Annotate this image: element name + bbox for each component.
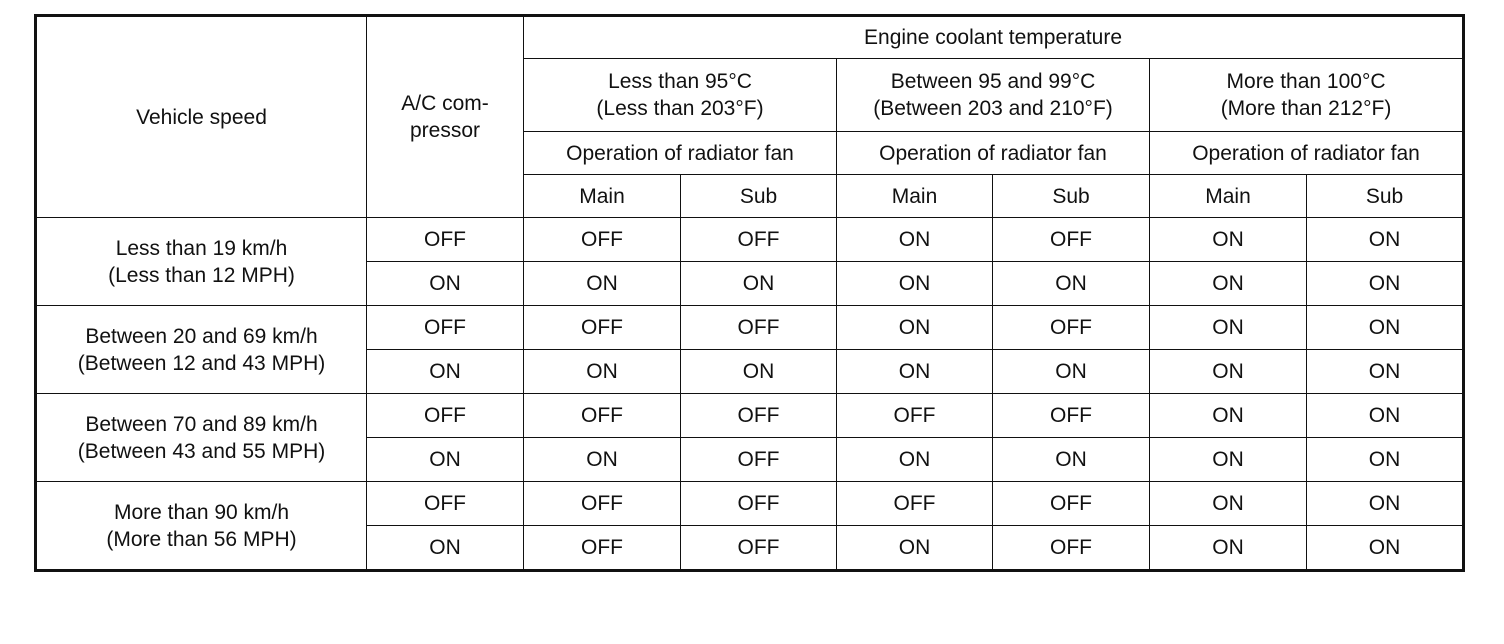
sub-fan-header-low: Sub <box>681 175 837 218</box>
engine-coolant-temperature-header: Engine coolant temperature <box>524 16 1464 59</box>
radiator-fan-operation-table <box>34 14 1465 572</box>
temp-range-high-celsius: More than 100°C <box>1226 70 1386 93</box>
operation-header-low: Operation of radiator fan <box>524 132 837 175</box>
operation-header-mid: Operation of radiator fan <box>837 132 1150 175</box>
main-fan-mid-state: ON <box>837 262 993 306</box>
main-fan-low-state: OFF <box>524 526 681 571</box>
sub-fan-header-mid: Sub <box>993 175 1150 218</box>
table-row <box>36 482 1464 526</box>
ac-compressor-state: OFF <box>367 482 524 526</box>
vehicle-speed-mph: (More than 56 MPH) <box>106 527 297 551</box>
main-fan-mid-state: ON <box>837 218 993 262</box>
temp-range-high-fahrenheit: (More than 212°F) <box>1220 97 1392 120</box>
main-fan-low-state: OFF <box>524 218 681 262</box>
vehicle-speed-mph: (Between 43 and 55 MPH) <box>77 439 326 463</box>
ac-compressor-header-line1: A/C com- <box>401 92 489 115</box>
ac-compressor-state: ON <box>367 262 524 306</box>
temp-range-mid-fahrenheit: (Between 203 and 210°F) <box>873 97 1113 120</box>
temp-range-header-low <box>524 59 837 132</box>
vehicle-speed-cell <box>36 306 367 394</box>
sub-fan-mid-state: OFF <box>993 482 1150 526</box>
temp-range-header-mid <box>837 59 1150 132</box>
main-fan-high-state: ON <box>1150 262 1307 306</box>
main-fan-mid-state: ON <box>837 526 993 571</box>
temp-range-low-fahrenheit: (Less than 203°F) <box>596 97 764 120</box>
main-fan-low-state: ON <box>524 438 681 482</box>
main-fan-high-state: ON <box>1150 526 1307 571</box>
sub-fan-mid-state: ON <box>993 350 1150 394</box>
main-fan-high-state: ON <box>1150 306 1307 350</box>
table-row <box>36 306 1464 350</box>
vehicle-speed-cell <box>36 218 367 306</box>
main-fan-high-state: ON <box>1150 482 1307 526</box>
sub-fan-low-state: OFF <box>681 394 837 438</box>
main-fan-header-high: Main <box>1150 175 1307 218</box>
sub-fan-low-state: OFF <box>681 438 837 482</box>
sub-fan-high-state: ON <box>1307 526 1464 571</box>
sub-fan-high-state: ON <box>1307 482 1464 526</box>
sub-fan-high-state: ON <box>1307 394 1464 438</box>
sub-fan-header-high: Sub <box>1307 175 1464 218</box>
main-fan-low-state: OFF <box>524 394 681 438</box>
main-fan-high-state: ON <box>1150 218 1307 262</box>
main-fan-mid-state: OFF <box>837 482 993 526</box>
main-fan-mid-state: ON <box>837 438 993 482</box>
vehicle-speed-cell <box>36 394 367 482</box>
ac-compressor-state: OFF <box>367 306 524 350</box>
main-fan-high-state: ON <box>1150 394 1307 438</box>
main-fan-mid-state: ON <box>837 350 993 394</box>
sub-fan-low-state: ON <box>681 262 837 306</box>
vehicle-speed-kmh: Less than 19 km/h <box>115 236 288 260</box>
ac-compressor-state: ON <box>367 526 524 571</box>
sub-fan-low-state: OFF <box>681 526 837 571</box>
sub-fan-low-state: OFF <box>681 306 837 350</box>
sub-fan-high-state: ON <box>1307 438 1464 482</box>
temp-range-mid-celsius: Between 95 and 99°C <box>890 70 1096 93</box>
vehicle-speed-kmh: Between 20 and 69 km/h <box>85 324 318 348</box>
main-fan-low-state: OFF <box>524 482 681 526</box>
sub-fan-low-state: OFF <box>681 218 837 262</box>
main-fan-low-state: ON <box>524 262 681 306</box>
main-fan-high-state: ON <box>1150 438 1307 482</box>
sub-fan-low-state: ON <box>681 350 837 394</box>
ac-compressor-state: OFF <box>367 218 524 262</box>
main-fan-low-state: OFF <box>524 306 681 350</box>
ac-compressor-state: ON <box>367 350 524 394</box>
vehicle-speed-header: Vehicle speed <box>36 16 367 218</box>
ac-compressor-state: OFF <box>367 394 524 438</box>
vehicle-speed-kmh: Between 70 and 89 km/h <box>85 412 318 436</box>
main-fan-header-low: Main <box>524 175 681 218</box>
vehicle-speed-kmh: More than 90 km/h <box>113 500 290 524</box>
main-fan-low-state: ON <box>524 350 681 394</box>
sub-fan-mid-state: OFF <box>993 218 1150 262</box>
main-fan-mid-state: ON <box>837 306 993 350</box>
sub-fan-high-state: ON <box>1307 350 1464 394</box>
ac-compressor-header-line2: pressor <box>409 119 481 142</box>
temp-range-header-high <box>1150 59 1464 132</box>
main-fan-header-mid: Main <box>837 175 993 218</box>
main-fan-high-state: ON <box>1150 350 1307 394</box>
table-row <box>36 394 1464 438</box>
sub-fan-high-state: ON <box>1307 306 1464 350</box>
sub-fan-high-state: ON <box>1307 218 1464 262</box>
sub-fan-mid-state: OFF <box>993 306 1150 350</box>
header-row-1 <box>36 16 1464 59</box>
ac-compressor-state: ON <box>367 438 524 482</box>
temp-range-low-celsius: Less than 95°C <box>608 70 752 93</box>
vehicle-speed-mph: (Between 12 and 43 MPH) <box>77 351 326 375</box>
sub-fan-high-state: ON <box>1307 262 1464 306</box>
sub-fan-mid-state: ON <box>993 438 1150 482</box>
sub-fan-mid-state: OFF <box>993 394 1150 438</box>
sub-fan-mid-state: OFF <box>993 526 1150 571</box>
sub-fan-mid-state: ON <box>993 262 1150 306</box>
vehicle-speed-cell <box>36 482 367 571</box>
sub-fan-low-state: OFF <box>681 482 837 526</box>
ac-compressor-header <box>367 16 524 218</box>
main-fan-mid-state: OFF <box>837 394 993 438</box>
table-row <box>36 218 1464 262</box>
vehicle-speed-mph: (Less than 12 MPH) <box>108 263 295 287</box>
operation-header-high: Operation of radiator fan <box>1150 132 1464 175</box>
